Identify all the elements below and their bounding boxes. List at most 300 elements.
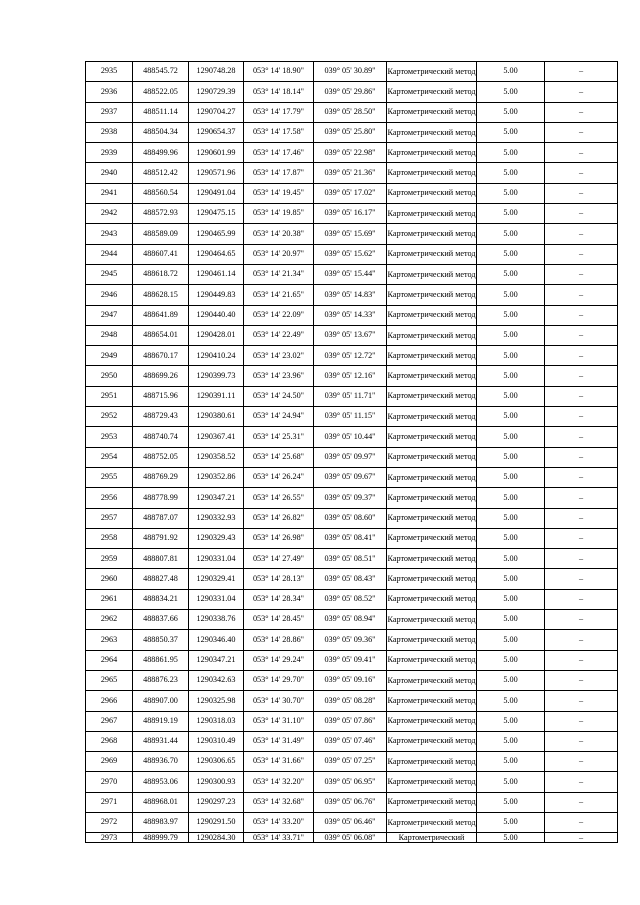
point-number-cell: 2946 [86,285,133,305]
table-row [86,711,618,731]
table-row [86,285,618,305]
longitude-cell: 039° 05' 15.69" [314,224,387,244]
note-cell: – [545,143,618,163]
table-row [86,264,618,284]
point-number-cell: 2963 [86,630,133,650]
y-coordinate-cell: 1290491.04 [189,183,244,203]
latitude-cell: 053° 14' 30.70" [244,691,314,711]
method-cell: Картометрический метод [387,386,477,406]
latitude-cell: 053° 14' 21.65" [244,285,314,305]
point-number-cell: 2957 [86,508,133,528]
note-cell: – [545,204,618,224]
longitude-cell: 039° 05' 10.44" [314,427,387,447]
table-row [86,528,618,548]
x-coordinate-cell: 488545.72 [133,62,189,82]
x-coordinate-cell: 488628.15 [133,285,189,305]
longitude-cell: 039° 05' 29.86" [314,82,387,102]
y-coordinate-cell: 1290347.21 [189,488,244,508]
point-number-cell: 2973 [86,833,133,843]
point-number-cell: 2938 [86,122,133,142]
point-number-cell: 2944 [86,244,133,264]
accuracy-cell: 5.00 [477,407,545,427]
point-number-cell: 2941 [86,183,133,203]
accuracy-cell: 5.00 [477,427,545,447]
x-coordinate-cell: 488522.05 [133,82,189,102]
note-cell: – [545,82,618,102]
y-coordinate-cell: 1290331.04 [189,549,244,569]
longitude-cell: 039° 05' 30.89" [314,62,387,82]
longitude-cell: 039° 05' 09.16" [314,670,387,690]
latitude-cell: 053° 14' 26.82" [244,508,314,528]
latitude-cell: 053° 14' 29.24" [244,650,314,670]
method-cell: Картометрический метод [387,143,477,163]
x-coordinate-cell: 488699.26 [133,366,189,386]
longitude-cell: 039° 05' 15.44" [314,264,387,284]
accuracy-cell: 5.00 [477,630,545,650]
accuracy-cell: 5.00 [477,447,545,467]
note-cell: – [545,285,618,305]
x-coordinate-cell: 488787.07 [133,508,189,528]
longitude-cell: 039° 05' 25.80" [314,122,387,142]
latitude-cell: 053° 14' 24.50" [244,386,314,406]
x-coordinate-cell: 488919.19 [133,711,189,731]
x-coordinate-cell: 488807.81 [133,549,189,569]
y-coordinate-cell: 1290704.27 [189,102,244,122]
note-cell: – [545,62,618,82]
note-cell: – [545,569,618,589]
x-coordinate-cell: 488778.99 [133,488,189,508]
longitude-cell: 039° 05' 11.15" [314,407,387,427]
method-cell: Картометрический метод [387,102,477,122]
latitude-cell: 053° 14' 18.14" [244,82,314,102]
x-coordinate-cell: 488837.66 [133,610,189,630]
table-row [86,305,618,325]
accuracy-cell: 5.00 [477,731,545,751]
table-row [86,366,618,386]
table-row [86,204,618,224]
y-coordinate-cell: 1290571.96 [189,163,244,183]
y-coordinate-cell: 1290338.76 [189,610,244,630]
method-cell: Картометрический метод [387,305,477,325]
x-coordinate-cell: 488670.17 [133,346,189,366]
x-coordinate-cell: 488641.89 [133,305,189,325]
y-coordinate-cell: 1290325.98 [189,691,244,711]
longitude-cell: 039° 05' 08.51" [314,549,387,569]
y-coordinate-cell: 1290332.93 [189,508,244,528]
point-number-cell: 2939 [86,143,133,163]
x-coordinate-cell: 488512.42 [133,163,189,183]
longitude-cell: 039° 05' 09.36" [314,630,387,650]
note-cell: – [545,447,618,467]
note-cell: – [545,731,618,751]
method-cell: Картометрический метод [387,244,477,264]
point-number-cell: 2935 [86,62,133,82]
accuracy-cell: 5.00 [477,305,545,325]
method-cell: Картометрический метод [387,122,477,142]
point-number-cell: 2967 [86,711,133,731]
table-row [86,183,618,203]
accuracy-cell: 5.00 [477,711,545,731]
note-cell: – [545,711,618,731]
table-row [86,569,618,589]
table-row [86,731,618,751]
accuracy-cell: 5.00 [477,569,545,589]
note-cell: – [545,630,618,650]
latitude-cell: 053° 14' 31.10" [244,711,314,731]
accuracy-cell: 5.00 [477,62,545,82]
x-coordinate-cell: 488752.05 [133,447,189,467]
note-cell: – [545,305,618,325]
point-number-cell: 2956 [86,488,133,508]
x-coordinate-cell: 488953.06 [133,772,189,792]
point-number-cell: 2968 [86,731,133,751]
x-coordinate-cell: 488983.97 [133,812,189,832]
method-cell: Картометрический метод [387,325,477,345]
accuracy-cell: 5.00 [477,224,545,244]
latitude-cell: 053° 14' 25.68" [244,447,314,467]
longitude-cell: 039° 05' 22.98" [314,143,387,163]
table-row [86,508,618,528]
longitude-cell: 039° 05' 09.97" [314,447,387,467]
method-cell: Картометрический метод [387,447,477,467]
accuracy-cell: 5.00 [477,467,545,487]
note-cell: – [545,508,618,528]
method-cell: Картометрический метод [387,772,477,792]
method-cell: Картометрический метод [387,691,477,711]
point-number-cell: 2964 [86,650,133,670]
point-number-cell: 2948 [86,325,133,345]
latitude-cell: 053° 14' 20.97" [244,244,314,264]
method-cell: Картометрический метод [387,711,477,731]
accuracy-cell: 5.00 [477,650,545,670]
longitude-cell: 039° 05' 11.71" [314,386,387,406]
longitude-cell: 039° 05' 28.50" [314,102,387,122]
table-row [86,143,618,163]
latitude-cell: 053° 14' 22.09" [244,305,314,325]
longitude-cell: 039° 05' 15.62" [314,244,387,264]
method-cell: Картометрический метод [387,467,477,487]
table-row [86,102,618,122]
y-coordinate-cell: 1290300.93 [189,772,244,792]
note-cell: – [545,670,618,690]
latitude-cell: 053° 14' 29.70" [244,670,314,690]
point-number-cell: 2949 [86,346,133,366]
x-coordinate-cell: 488876.23 [133,670,189,690]
latitude-cell: 053° 14' 31.66" [244,752,314,772]
table-row [86,62,618,82]
x-coordinate-cell: 488560.54 [133,183,189,203]
x-coordinate-cell: 488499.96 [133,143,189,163]
table-body [86,62,618,843]
point-number-cell: 2965 [86,670,133,690]
note-cell: – [545,589,618,609]
latitude-cell: 053° 14' 33.20" [244,812,314,832]
x-coordinate-cell: 488968.01 [133,792,189,812]
table-row [86,752,618,772]
x-coordinate-cell: 488861.95 [133,650,189,670]
table-row [86,467,618,487]
accuracy-cell: 5.00 [477,285,545,305]
accuracy-cell: 5.00 [477,691,545,711]
x-coordinate-cell: 488850.37 [133,630,189,650]
longitude-cell: 039° 05' 08.94" [314,610,387,630]
x-coordinate-cell: 488791.92 [133,528,189,548]
table-row [86,792,618,812]
accuracy-cell: 5.00 [477,366,545,386]
point-number-cell: 2971 [86,792,133,812]
note-cell: – [545,549,618,569]
method-cell: Картометрический метод [387,285,477,305]
y-coordinate-cell: 1290331.04 [189,589,244,609]
note-cell: – [545,792,618,812]
y-coordinate-cell: 1290449.83 [189,285,244,305]
table-row [86,670,618,690]
latitude-cell: 053° 14' 19.85" [244,204,314,224]
x-coordinate-cell: 488572.93 [133,204,189,224]
table-row [86,163,618,183]
y-coordinate-cell: 1290464.65 [189,244,244,264]
accuracy-cell: 5.00 [477,528,545,548]
method-cell: Картометрический метод [387,264,477,284]
accuracy-cell: 5.00 [477,833,545,843]
y-coordinate-cell: 1290475.15 [189,204,244,224]
y-coordinate-cell: 1290297.23 [189,792,244,812]
x-coordinate-cell: 488931.44 [133,731,189,751]
point-number-cell: 2961 [86,589,133,609]
note-cell: – [545,163,618,183]
table-row [86,610,618,630]
longitude-cell: 039° 05' 12.16" [314,366,387,386]
note-cell: – [545,122,618,142]
y-coordinate-cell: 1290310.49 [189,731,244,751]
table-row [86,447,618,467]
latitude-cell: 053° 14' 21.34" [244,264,314,284]
note-cell: – [545,833,618,843]
latitude-cell: 053° 14' 28.13" [244,569,314,589]
point-number-cell: 2953 [86,427,133,447]
note-cell: – [545,488,618,508]
y-coordinate-cell: 1290347.21 [189,650,244,670]
table-row [86,346,618,366]
latitude-cell: 053° 14' 23.02" [244,346,314,366]
longitude-cell: 039° 05' 08.60" [314,508,387,528]
method-cell: Картометрический метод [387,812,477,832]
table-row [86,244,618,264]
table-row [86,589,618,609]
y-coordinate-cell: 1290342.63 [189,670,244,690]
x-coordinate-cell: 488999.79 [133,833,189,843]
point-number-cell: 2952 [86,407,133,427]
method-cell: Картометрический [387,833,477,843]
table-row [86,630,618,650]
x-coordinate-cell: 488769.29 [133,467,189,487]
latitude-cell: 053° 14' 23.96" [244,366,314,386]
method-cell: Картометрический метод [387,163,477,183]
table-row [86,812,618,832]
table-row [86,386,618,406]
longitude-cell: 039° 05' 07.25" [314,752,387,772]
note-cell: – [545,610,618,630]
x-coordinate-cell: 488715.96 [133,386,189,406]
y-coordinate-cell: 1290748.28 [189,62,244,82]
y-coordinate-cell: 1290654.37 [189,122,244,142]
longitude-cell: 039° 05' 06.76" [314,792,387,812]
y-coordinate-cell: 1290291.50 [189,812,244,832]
x-coordinate-cell: 488834.21 [133,589,189,609]
latitude-cell: 053° 14' 28.86" [244,630,314,650]
latitude-cell: 053° 14' 20.38" [244,224,314,244]
accuracy-cell: 5.00 [477,610,545,630]
method-cell: Картометрический метод [387,62,477,82]
latitude-cell: 053° 14' 33.71" [244,833,314,843]
latitude-cell: 053° 14' 17.87" [244,163,314,183]
accuracy-cell: 5.00 [477,772,545,792]
x-coordinate-cell: 488827.48 [133,569,189,589]
accuracy-cell: 5.00 [477,386,545,406]
y-coordinate-cell: 1290410.24 [189,346,244,366]
longitude-cell: 039° 05' 14.83" [314,285,387,305]
y-coordinate-cell: 1290318.03 [189,711,244,731]
latitude-cell: 053° 14' 26.98" [244,528,314,548]
accuracy-cell: 5.00 [477,183,545,203]
longitude-cell: 039° 05' 08.43" [314,569,387,589]
accuracy-cell: 5.00 [477,143,545,163]
point-number-cell: 2945 [86,264,133,284]
method-cell: Картометрический метод [387,630,477,650]
x-coordinate-cell: 488504.34 [133,122,189,142]
method-cell: Картометрический метод [387,183,477,203]
accuracy-cell: 5.00 [477,244,545,264]
note-cell: – [545,102,618,122]
table-row [86,691,618,711]
y-coordinate-cell: 1290399.73 [189,366,244,386]
x-coordinate-cell: 488729.43 [133,407,189,427]
method-cell: Картометрический метод [387,488,477,508]
note-cell: – [545,427,618,447]
table-row [86,427,618,447]
table-row [86,549,618,569]
table-row [86,833,618,843]
x-coordinate-cell: 488654.01 [133,325,189,345]
method-cell: Картометрический метод [387,752,477,772]
longitude-cell: 039° 05' 17.02" [314,183,387,203]
note-cell: – [545,650,618,670]
table-row [86,407,618,427]
accuracy-cell: 5.00 [477,589,545,609]
accuracy-cell: 5.00 [477,670,545,690]
accuracy-cell: 5.00 [477,488,545,508]
longitude-cell: 039° 05' 16.17" [314,204,387,224]
method-cell: Картометрический метод [387,610,477,630]
note-cell: – [545,346,618,366]
latitude-cell: 053° 14' 19.45" [244,183,314,203]
method-cell: Картометрический метод [387,549,477,569]
longitude-cell: 039° 05' 09.37" [314,488,387,508]
table-row [86,772,618,792]
x-coordinate-cell: 488511.14 [133,102,189,122]
method-cell: Картометрический метод [387,427,477,447]
accuracy-cell: 5.00 [477,549,545,569]
method-cell: Картометрический метод [387,650,477,670]
point-number-cell: 2947 [86,305,133,325]
longitude-cell: 039° 05' 14.33" [314,305,387,325]
note-cell: – [545,386,618,406]
longitude-cell: 039° 05' 08.52" [314,589,387,609]
method-cell: Картометрический метод [387,508,477,528]
accuracy-cell: 5.00 [477,204,545,224]
y-coordinate-cell: 1290465.99 [189,224,244,244]
x-coordinate-cell: 488618.72 [133,264,189,284]
note-cell: – [545,467,618,487]
y-coordinate-cell: 1290380.61 [189,407,244,427]
accuracy-cell: 5.00 [477,508,545,528]
latitude-cell: 053° 14' 17.79" [244,102,314,122]
x-coordinate-cell: 488589.09 [133,224,189,244]
longitude-cell: 039° 05' 06.08" [314,833,387,843]
latitude-cell: 053° 14' 27.49" [244,549,314,569]
y-coordinate-cell: 1290729.39 [189,82,244,102]
table-row [86,650,618,670]
point-number-cell: 2954 [86,447,133,467]
point-number-cell: 2951 [86,386,133,406]
point-number-cell: 2958 [86,528,133,548]
accuracy-cell: 5.00 [477,102,545,122]
latitude-cell: 053° 14' 17.46" [244,143,314,163]
point-number-cell: 2972 [86,812,133,832]
longitude-cell: 039° 05' 06.95" [314,772,387,792]
y-coordinate-cell: 1290306.65 [189,752,244,772]
note-cell: – [545,691,618,711]
method-cell: Картометрический метод [387,528,477,548]
latitude-cell: 053° 14' 28.34" [244,589,314,609]
y-coordinate-cell: 1290329.43 [189,528,244,548]
latitude-cell: 053° 14' 25.31" [244,427,314,447]
x-coordinate-cell: 488740.74 [133,427,189,447]
point-number-cell: 2960 [86,569,133,589]
note-cell: – [545,772,618,792]
method-cell: Картометрический метод [387,670,477,690]
method-cell: Картометрический метод [387,346,477,366]
y-coordinate-cell: 1290461.14 [189,264,244,284]
longitude-cell: 039° 05' 21.36" [314,163,387,183]
method-cell: Картометрический метод [387,792,477,812]
y-coordinate-cell: 1290284.30 [189,833,244,843]
x-coordinate-cell: 488936.70 [133,752,189,772]
longitude-cell: 039° 05' 07.86" [314,711,387,731]
accuracy-cell: 5.00 [477,752,545,772]
accuracy-cell: 5.00 [477,346,545,366]
note-cell: – [545,264,618,284]
y-coordinate-cell: 1290440.40 [189,305,244,325]
y-coordinate-cell: 1290601.99 [189,143,244,163]
method-cell: Картометрический метод [387,589,477,609]
y-coordinate-cell: 1290367.41 [189,427,244,447]
latitude-cell: 053° 14' 18.90" [244,62,314,82]
accuracy-cell: 5.00 [477,122,545,142]
table-row [86,488,618,508]
method-cell: Картометрический метод [387,204,477,224]
method-cell: Картометрический метод [387,569,477,589]
y-coordinate-cell: 1290329.41 [189,569,244,589]
method-cell: Картометрический метод [387,731,477,751]
latitude-cell: 053° 14' 31.49" [244,731,314,751]
method-cell: Картометрический метод [387,366,477,386]
point-number-cell: 2955 [86,467,133,487]
latitude-cell: 053° 14' 17.58" [244,122,314,142]
method-cell: Картометрический метод [387,407,477,427]
y-coordinate-cell: 1290391.11 [189,386,244,406]
note-cell: – [545,366,618,386]
